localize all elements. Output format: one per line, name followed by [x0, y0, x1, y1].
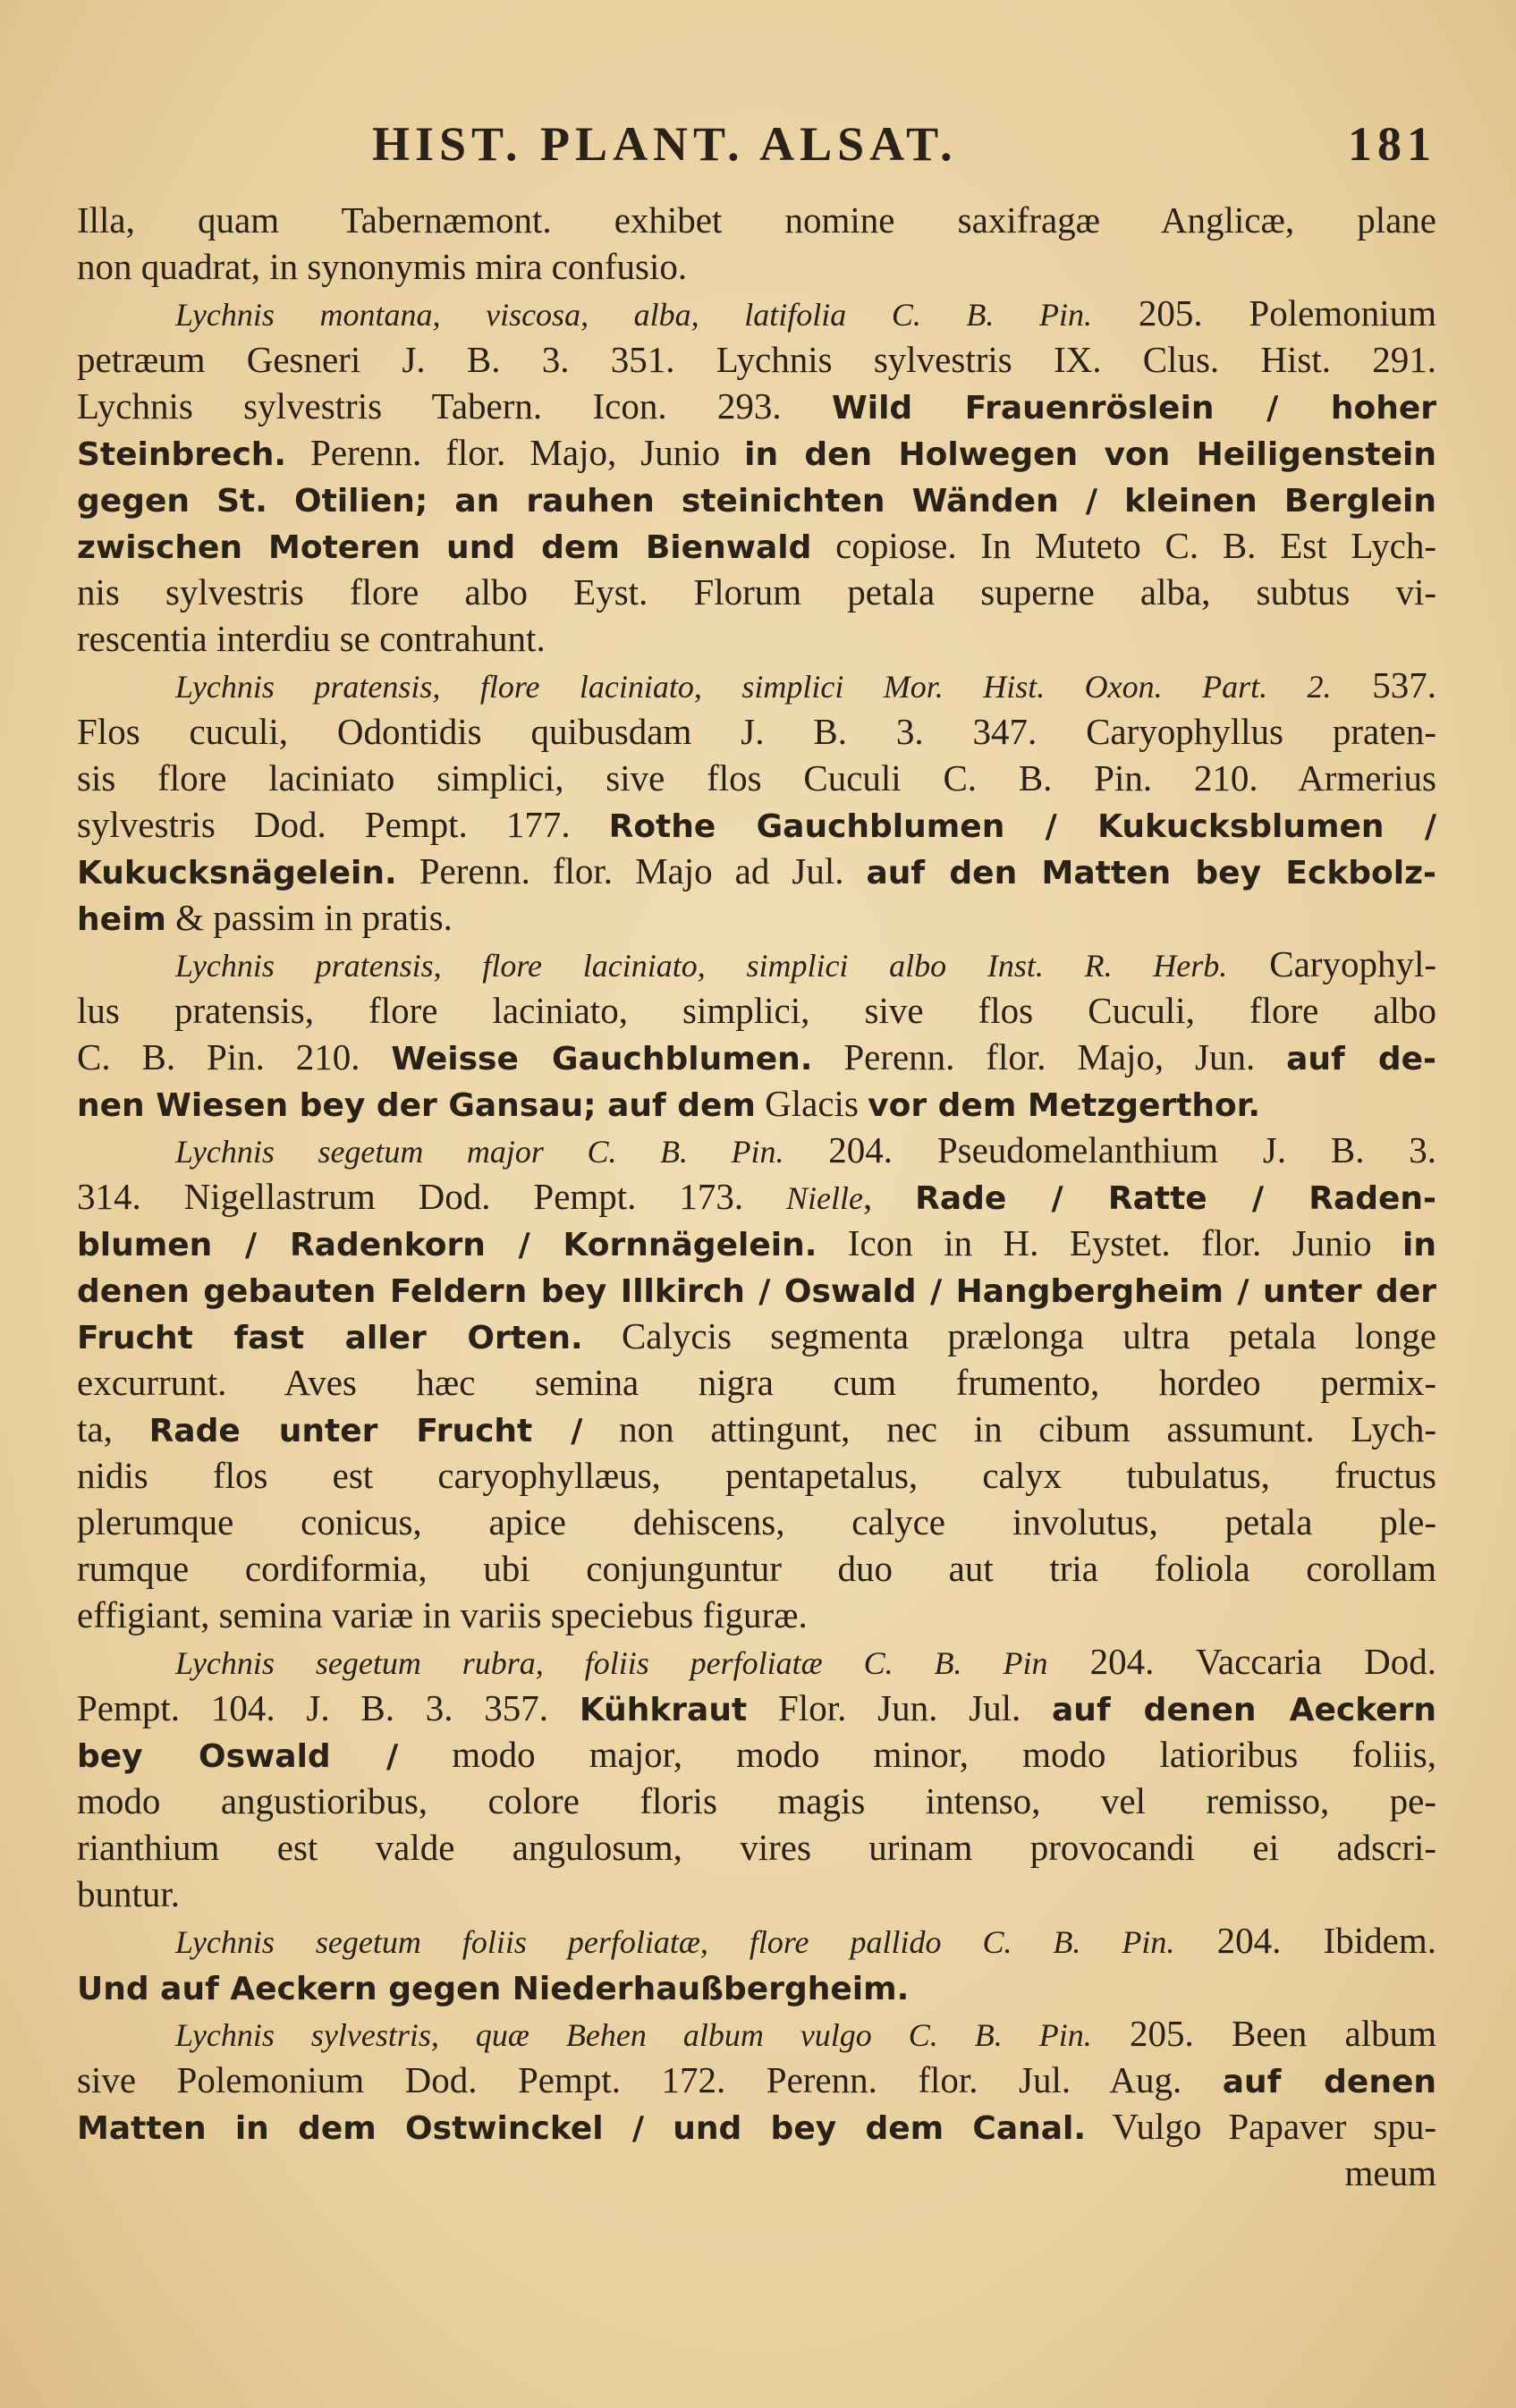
italic-text: Nielle — [785, 1180, 863, 1216]
roman-text: rumque cordiformia, ubi conjunguntur duo aut tria foliola corollam — [77, 1548, 1436, 1589]
italic-text: Lychnis pratensis, flore laciniato, simplici albo Inst. R. Herb. — [175, 948, 1228, 984]
italic-text: Lychnis montana, viscosa, alba, latifolia C. B. Pin. — [175, 297, 1092, 333]
roman-text: modo angustioribus, colore floris magis intenso, vel remisso, pe- — [77, 1780, 1436, 1821]
page-number: 181 — [1348, 117, 1436, 171]
text-line — [77, 522, 1436, 569]
text-line — [77, 1778, 1436, 1824]
roman-text: ta, — [77, 1408, 149, 1449]
text-line — [77, 662, 1436, 708]
blackletter-text: auf den Matten bey Eckbolz- — [866, 855, 1436, 891]
text-line — [77, 2150, 1436, 2196]
blackletter-text: Matten in dem Ostwinckel / und bey dem Canal. — [77, 2110, 1087, 2147]
text-line — [77, 197, 1436, 243]
roman-text: & passim in pratis. — [165, 897, 453, 938]
text-line — [77, 1638, 1436, 1685]
roman-text: sive Polemonium Dod. Pempt. 172. Perenn. flor. Jul. Aug. — [77, 2059, 1223, 2100]
text-body — [77, 197, 1436, 2196]
text-line — [77, 1406, 1436, 1452]
text-line — [77, 1220, 1436, 1266]
text-line — [77, 1452, 1436, 1499]
blackletter-text: denen gebauten Feldern bey Illkirch / Oswald / Hangbergheim / unter der — [77, 1273, 1436, 1310]
roman-text: Perenn. flor. Majo ad Jul. — [396, 850, 867, 891]
blackletter-text: Steinbrech. — [77, 436, 287, 473]
text-line — [77, 429, 1436, 476]
blackletter-text: Rade / Ratte / Raden- — [915, 1180, 1436, 1217]
roman-text: effigiant, semina variæ in variis speciebus figuræ. — [77, 1594, 808, 1635]
roman-text: 204. Vaccaria Dod. — [1047, 1641, 1436, 1682]
text-line — [77, 336, 1436, 383]
roman-text: 314. Nigellastrum Dod. Pempt. 173. — [77, 1176, 786, 1217]
roman-text: Perenn. flor. Majo, Jun. — [812, 1036, 1287, 1077]
blackletter-text: auf denen — [1222, 2064, 1436, 2100]
roman-text: 205. Been album — [1091, 2013, 1436, 2054]
roman-text: Icon in H. Eystet. flor. Junio — [817, 1222, 1403, 1263]
text-line — [77, 1545, 1436, 1592]
roman-text: Glacis — [755, 1083, 868, 1124]
roman-text: Caryophyl- — [1227, 943, 1436, 984]
blackletter-text: Kukucksnägelein. — [77, 855, 397, 891]
text-line — [77, 1266, 1436, 1313]
text-line — [77, 1034, 1436, 1080]
roman-text: modo major, modo minor, modo latioribus foliis, — [398, 1734, 1436, 1775]
blackletter-text: vor dem Metzgerthor. — [868, 1087, 1261, 1124]
roman-text: rescentia interdiu se contrahunt. — [77, 618, 546, 659]
blackletter-text: Frucht fast aller Orten. — [77, 1320, 583, 1356]
text-line — [77, 2057, 1436, 2103]
text-line — [77, 894, 1436, 941]
text-line — [77, 1359, 1436, 1406]
text-line — [77, 569, 1436, 615]
text-line — [77, 1173, 1436, 1220]
roman-text: Illa, quam Tabernæmont. exhibet nomine saxifragæ Anglicæ, plane — [77, 199, 1436, 241]
blackletter-text: bey Oswald / — [77, 1738, 399, 1775]
blackletter-text: Weisse Gauchblumen. — [391, 1041, 813, 1077]
blackletter-text: auf de- — [1286, 1041, 1436, 1077]
text-line — [77, 383, 1436, 429]
roman-text: sis flore laciniato simplici, sive flos Cuculi C. B. Pin. 210. Armerius — [77, 757, 1436, 798]
blackletter-text: heim — [77, 901, 166, 938]
running-header — [77, 107, 1436, 197]
italic-text: Lychnis segetum rubra, foliis perfoliatæ C. B. Pin — [175, 1645, 1048, 1681]
blackletter-text: auf denen Aeckern — [1052, 1692, 1436, 1728]
roman-text: copiose. In Muteto C. B. Est Lych- — [811, 525, 1436, 566]
roman-text: non quadrat, in synonymis mira confusio. — [77, 246, 688, 287]
blackletter-text: Rade unter Frucht / — [148, 1413, 583, 1449]
text-line — [77, 1871, 1436, 1917]
roman-text: sylvestris Dod. Pempt. 177. — [77, 804, 609, 845]
roman-text: meum — [1344, 2152, 1436, 2193]
text-line — [77, 848, 1436, 894]
roman-text: Vulgo Papaver spu- — [1086, 2106, 1436, 2147]
blackletter-text: in — [1402, 1227, 1436, 1263]
text-line — [77, 2010, 1436, 2057]
blackletter-text: Kühkraut — [579, 1692, 748, 1728]
italic-text: Lychnis sylvestris, quæ Behen album vulgo C. B. Pin. — [175, 2017, 1092, 2053]
roman-text: 537. — [1331, 664, 1436, 706]
roman-text: non attingunt, nec in cibum assumunt. Lych- — [582, 1408, 1436, 1449]
roman-text: Lychnis sylvestris Tabern. Icon. 293. — [77, 385, 833, 427]
roman-text: excurrunt. Aves hæc semina nigra cum frumento, hordeo permix- — [77, 1362, 1436, 1403]
roman-text: C. B. Pin. 210. — [77, 1036, 392, 1077]
blackletter-text: zwischen Moteren und dem Bienwald — [77, 529, 812, 566]
roman-text: lus pratensis, flore laciniato, simplici, sive flos Cuculi, flore albo — [77, 990, 1436, 1031]
page — [77, 107, 1436, 2196]
roman-text: 204. Pseudomelanthium J. B. 3. — [783, 1129, 1436, 1170]
roman-text: nis sylvestris flore albo Eyst. Florum petala superne alba, subtus vi- — [77, 571, 1436, 613]
roman-text: 204. Ibidem. — [1174, 1920, 1436, 1961]
roman-text: plerumque conicus, apice dehiscens, calyce involutus, petala ple- — [77, 1501, 1436, 1542]
roman-text: , — [862, 1176, 916, 1217]
text-line — [77, 243, 1436, 290]
text-line — [77, 1080, 1436, 1127]
blackletter-text: in den Holwegen von Heiligenstein — [744, 436, 1436, 473]
roman-text: petræum Gesneri J. B. 3. 351. Lychnis sylvestris IX. Clus. Hist. 291. — [77, 339, 1436, 380]
text-line — [77, 987, 1436, 1034]
blackletter-text: blumen / Radenkorn / Kornnägelein. — [77, 1227, 817, 1263]
text-line — [77, 1824, 1436, 1871]
italic-text: Lychnis segetum major C. B. Pin. — [175, 1134, 784, 1170]
roman-text: Calycis segmenta prælonga ultra petala longe — [582, 1315, 1436, 1356]
text-line — [77, 1313, 1436, 1359]
running-title: HIST. PLANT. ALSAT. — [372, 117, 958, 171]
italic-text: Lychnis pratensis, flore laciniato, simplici Mor. Hist. Oxon. Part. 2. — [175, 669, 1332, 705]
text-line — [77, 1499, 1436, 1545]
roman-text: nidis flos est caryophyllæus, pentapetalus, calyx tubulatus, fructus — [77, 1455, 1436, 1496]
text-line — [77, 1592, 1436, 1638]
roman-text: Perenn. flor. Majo, Junio — [286, 432, 745, 473]
roman-text: Pempt. 104. J. B. 3. 357. — [77, 1687, 580, 1728]
text-line — [77, 1731, 1436, 1778]
roman-text: 205. Polemonium — [1092, 292, 1436, 334]
text-line — [77, 755, 1436, 801]
roman-text: Flor. Jun. Jul. — [747, 1687, 1053, 1728]
text-line — [77, 708, 1436, 755]
italic-text: Lychnis segetum foliis perfoliatæ, flore pallido C. B. Pin. — [175, 1924, 1175, 1960]
roman-text: rianthium est valde angulosum, vires urinam provocandi ei adscri- — [77, 1827, 1436, 1868]
blackletter-text: nen Wiesen bey der Gansau; auf dem — [77, 1087, 756, 1124]
text-line — [77, 290, 1436, 336]
text-line — [77, 1964, 1436, 2010]
text-line — [77, 2103, 1436, 2150]
text-line — [77, 1917, 1436, 1964]
roman-text: Flos cuculi, Odontidis quibusdam J. B. 3. 347. Caryophyllus praten- — [77, 711, 1436, 752]
text-line — [77, 941, 1436, 987]
text-line — [77, 801, 1436, 848]
roman-text: buntur. — [77, 1873, 181, 1914]
text-line — [77, 1127, 1436, 1173]
blackletter-text: Und auf Aeckern gegen Niederhaußbergheim. — [77, 1971, 910, 2007]
text-line — [77, 615, 1436, 662]
blackletter-text: Wild Frauenröslein / hoher — [832, 390, 1436, 427]
text-line — [77, 1685, 1436, 1731]
blackletter-text: gegen St. Otilien; an rauhen steinichten Wänden / kleinen Berglein — [77, 483, 1436, 520]
text-line — [77, 476, 1436, 522]
blackletter-text: Rothe Gauchblumen / Kukucksblumen / — [608, 808, 1436, 845]
